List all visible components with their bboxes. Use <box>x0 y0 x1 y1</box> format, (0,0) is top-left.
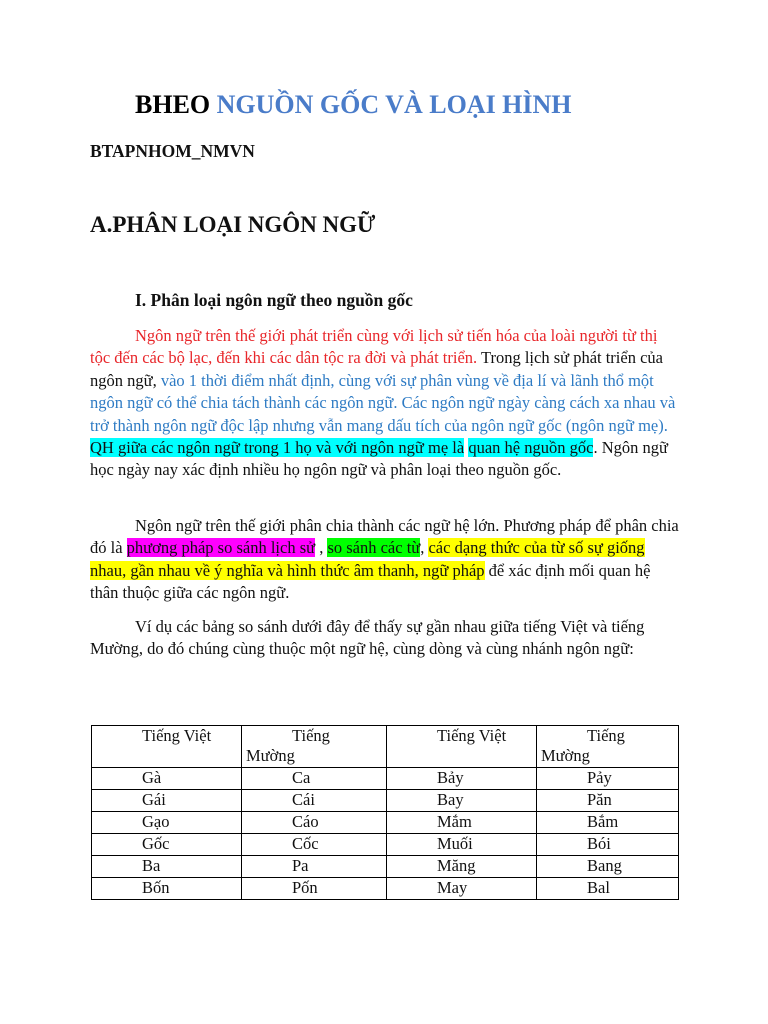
plain-text: . Ngôn ngữ học ngày nay xác định nhiều họ ngôn ngữ và phân loại theo nguồn gốc. <box>90 438 668 480</box>
table-row <box>92 856 679 878</box>
group-name: BTAPNHOM_NMVN <box>90 141 255 161</box>
table-header-cell <box>242 726 387 768</box>
table-cell: Păn <box>537 790 679 812</box>
table-cell: Cáo <box>242 812 387 834</box>
page-title <box>135 90 572 120</box>
table-row <box>92 834 679 856</box>
red-text: Ngôn ngữ trên thế giới phát triển cùng với lịch sử tiến hóa của loài người từ thị tộc đến các bộ lạc, đến khi các dân tộc ra đời và phát triển. <box>90 326 658 368</box>
table-cell: Bay <box>387 790 537 812</box>
table-cell: Pảy <box>537 768 679 790</box>
table-cell: Pa <box>242 856 387 878</box>
highlight-cyan: QH giữa các ngôn ngữ trong 1 họ và với ngôn ngữ mẹ là <box>90 438 465 458</box>
plain-text: Ngôn ngữ trên thế giới phân chia thành các ngữ hệ lớn. Phương pháp để phân chia đó là <box>90 516 679 558</box>
table-cell: Bói <box>537 834 679 856</box>
table-row <box>92 878 679 900</box>
section-i-heading: I. Phân loại ngôn ngữ theo nguồn gốc <box>135 290 413 310</box>
table-header-cell: Tiếng Việt <box>92 726 242 768</box>
table-header-row <box>92 726 679 768</box>
table-row <box>92 790 679 812</box>
table-cell: Gà <box>92 768 242 790</box>
table-cell: Cốc <box>242 834 387 856</box>
table-cell: Gốc <box>92 834 242 856</box>
highlight-yellow: các dạng thức của từ số sự giống nhau, gần nhau về ý nghĩa và hình thức âm thanh, ngữ pháp <box>90 538 645 580</box>
table-row <box>92 768 679 790</box>
table-cell: Bảy <box>387 768 537 790</box>
paragraph-method <box>90 515 680 605</box>
table-cell: Pốn <box>242 878 387 900</box>
table-cell: Gái <box>92 790 242 812</box>
plain-text: để xác định mối quan hệ thân thuộc giữa các ngôn ngữ. <box>90 560 651 603</box>
table-cell: Bốn <box>92 878 242 900</box>
table-cell: Cái <box>242 790 387 812</box>
table-cell: Muối <box>387 834 537 856</box>
highlight-cyan: quan hệ nguồn gốc <box>468 438 594 458</box>
table-cell: Bắm <box>537 812 679 834</box>
header-word: Tiếng <box>587 726 625 745</box>
table-cell: May <box>387 878 537 900</box>
table-cell: Măng <box>387 856 537 878</box>
highlight-magenta: phương pháp so sánh lịch sử <box>126 538 316 558</box>
blue-text: vào 1 thời điểm nhất định, cùng với sự phân vùng về địa lí và lãnh thổ một ngôn ngữ có thể chia tách thành các ngôn ngữ. Các ngôn ngữ ngày càng cách xa nhau và trở thành ngôn ngữ độc lập nhưng vẫn mang dấu tích của ngôn ngữ gốc (ngôn ngữ mẹ). <box>90 370 676 435</box>
plain-text: , <box>420 538 429 558</box>
header-word: Tiếng <box>292 726 330 745</box>
table-cell: Mắm <box>387 812 537 834</box>
table-row <box>92 812 679 834</box>
table-cell: Ba <box>92 856 242 878</box>
title-prefix: BHEO <box>135 90 217 119</box>
paragraph-origin-history <box>90 325 680 482</box>
title-main: NGUỒN GỐC VÀ LOẠI HÌNH <box>216 90 572 119</box>
highlight-green: so sánh các từ <box>327 538 421 558</box>
table-cell: Bang <box>537 856 679 878</box>
paragraph-example: Ví dụ các bảng so sánh dưới đây để thấy sự gần nhau giữa tiếng Việt và tiếng Mường, do đó chúng cùng thuộc một ngữ hệ, cùng dòng và cùng nhánh ngôn ngữ: <box>90 617 645 659</box>
plain-text: Trong lịch sử phát triển của ngôn ngữ, <box>90 348 663 390</box>
table-header-cell <box>537 726 679 768</box>
header-word: Mường <box>541 746 590 765</box>
plain-text: , <box>315 538 328 558</box>
section-a-heading: A.PHÂN LOẠI NGÔN NGỮ <box>90 212 376 237</box>
table-cell: Gạo <box>92 812 242 834</box>
comparison-table <box>91 725 679 900</box>
table-header-cell: Tiếng Việt <box>387 726 537 768</box>
header-word: Mường <box>246 746 295 765</box>
table-cell: Bal <box>537 878 679 900</box>
table-cell: Ca <box>242 768 387 790</box>
